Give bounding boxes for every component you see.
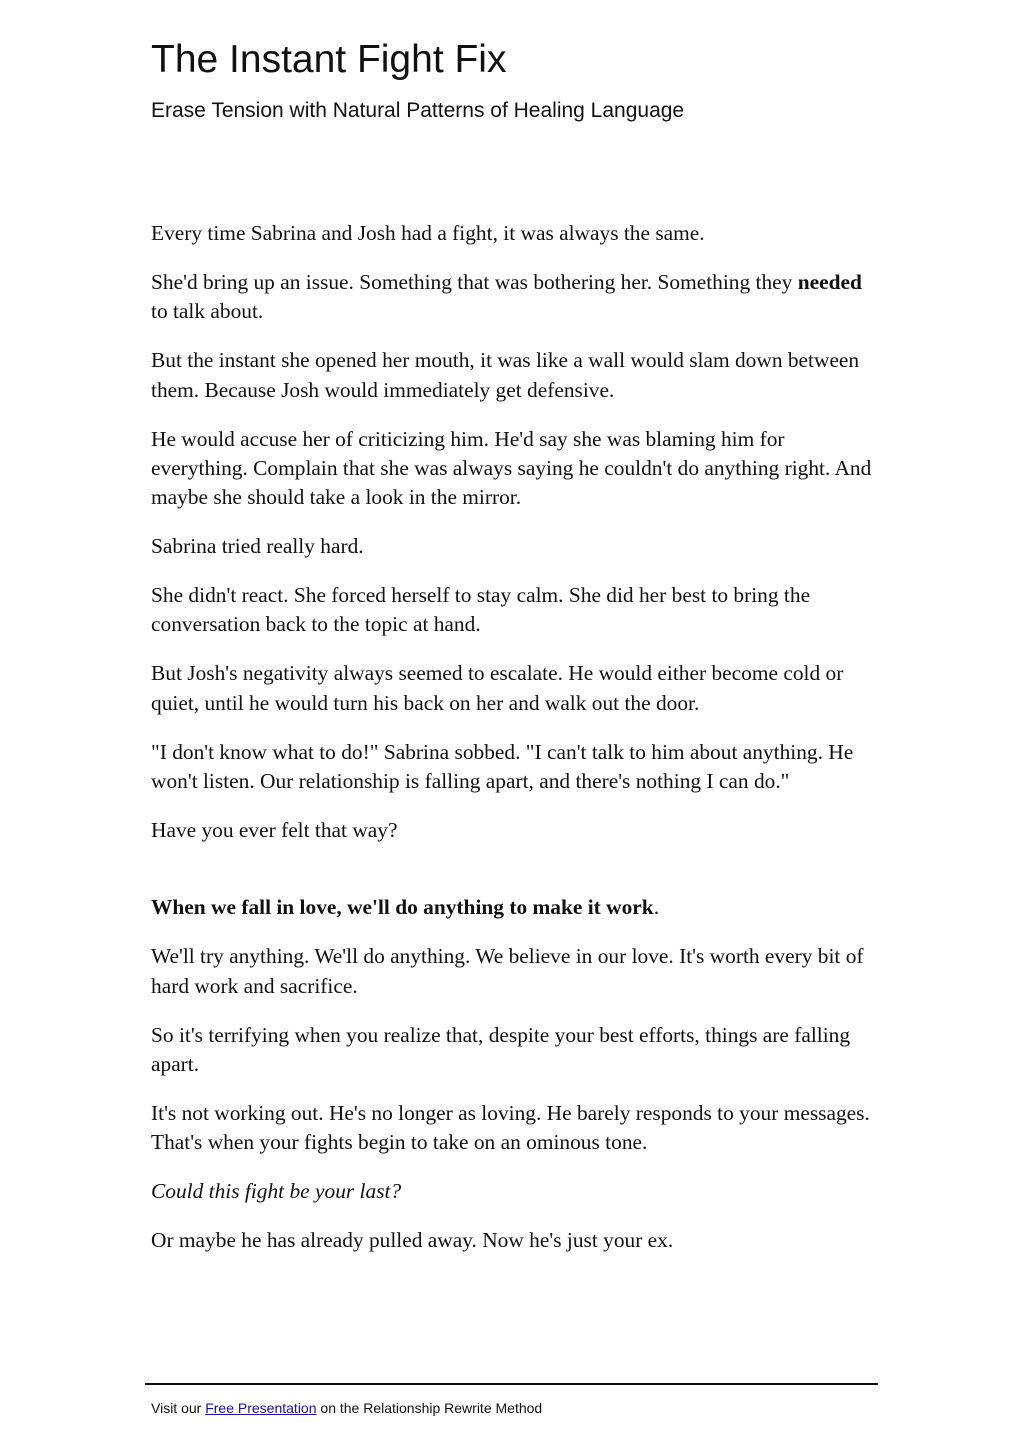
paragraph-10-period: . bbox=[653, 895, 660, 920]
document-subtitle: Erase Tension with Natural Patterns of Healing Language bbox=[151, 99, 685, 122]
paragraph-7: But Josh's negativity always seemed to escalate. He would either become cold or quiet, until he would turn his back on her and walk out the door. bbox=[151, 661, 844, 715]
paragraph-9: Have you ever felt that way? bbox=[151, 817, 398, 842]
footer-divider bbox=[145, 1383, 878, 1385]
paragraph-8: "I don't know what to do!" Sabrina sobbed. "I can't talk to him about anything. He won't listen. Our relationship is falling apart, and there's nothing I can do." bbox=[151, 739, 854, 793]
paragraph-14-italic bbox=[151, 1177, 877, 1206]
paragraph-1: Every time Sabrina and Josh had a fight, it was always the same. bbox=[151, 221, 705, 245]
paragraph-5: Sabrina tried really hard. bbox=[151, 534, 364, 559]
emphasis-needed: needed bbox=[797, 269, 862, 294]
paragraph-6: She didn't react. She forced herself to stay calm. She did her best to bring the conversation back to the topic at hand. bbox=[151, 583, 811, 637]
paragraph-2 bbox=[151, 268, 877, 327]
footer-text-end: on the Relationship Rewrite Method bbox=[316, 1400, 543, 1416]
paragraph-13: It's not working out. He's no longer as loving. He barely responds to your messages. That's when your fights begin to take on an ominous tone. bbox=[151, 1100, 870, 1155]
paragraph-2-text-end: to talk about. bbox=[151, 299, 264, 324]
document-title: The Instant Fight Fix bbox=[151, 38, 507, 81]
paragraph-10 bbox=[151, 893, 877, 922]
bold-heading-line: When we fall in love, we'll do anything to make it work bbox=[151, 895, 654, 920]
paragraph-4: He would accuse her of criticizing him. He'd say she was blaming him for everything. Complain that she was always saying he couldn't do anything right. And maybe she should take a look in the mirror. bbox=[151, 426, 872, 510]
footer bbox=[151, 1399, 542, 1417]
free-presentation-link[interactable]: Free Presentation bbox=[205, 1400, 317, 1416]
footer-text-start: Visit our bbox=[151, 1400, 206, 1416]
italic-question: Could this fight be your last? bbox=[151, 1179, 402, 1204]
paragraph-12: So it's terrifying when you realize that, despite your best efforts, things are falling apart. bbox=[151, 1022, 851, 1076]
paragraph-2-text-start: She'd bring up an issue. Something that was bothering her. Something they bbox=[151, 269, 798, 294]
paragraph-11: We'll try anything. We'll do anything. We believe in our love. It's worth every bit of hard work and sacrifice. bbox=[151, 944, 864, 998]
paragraph-3: But the instant she opened her mouth, it was like a wall would slam down between them. Because Josh would immediately get defensive. bbox=[151, 348, 860, 402]
document-body bbox=[151, 219, 877, 1275]
paragraph-15: Or maybe he has already pulled away. Now he's just your ex. bbox=[151, 1228, 674, 1253]
